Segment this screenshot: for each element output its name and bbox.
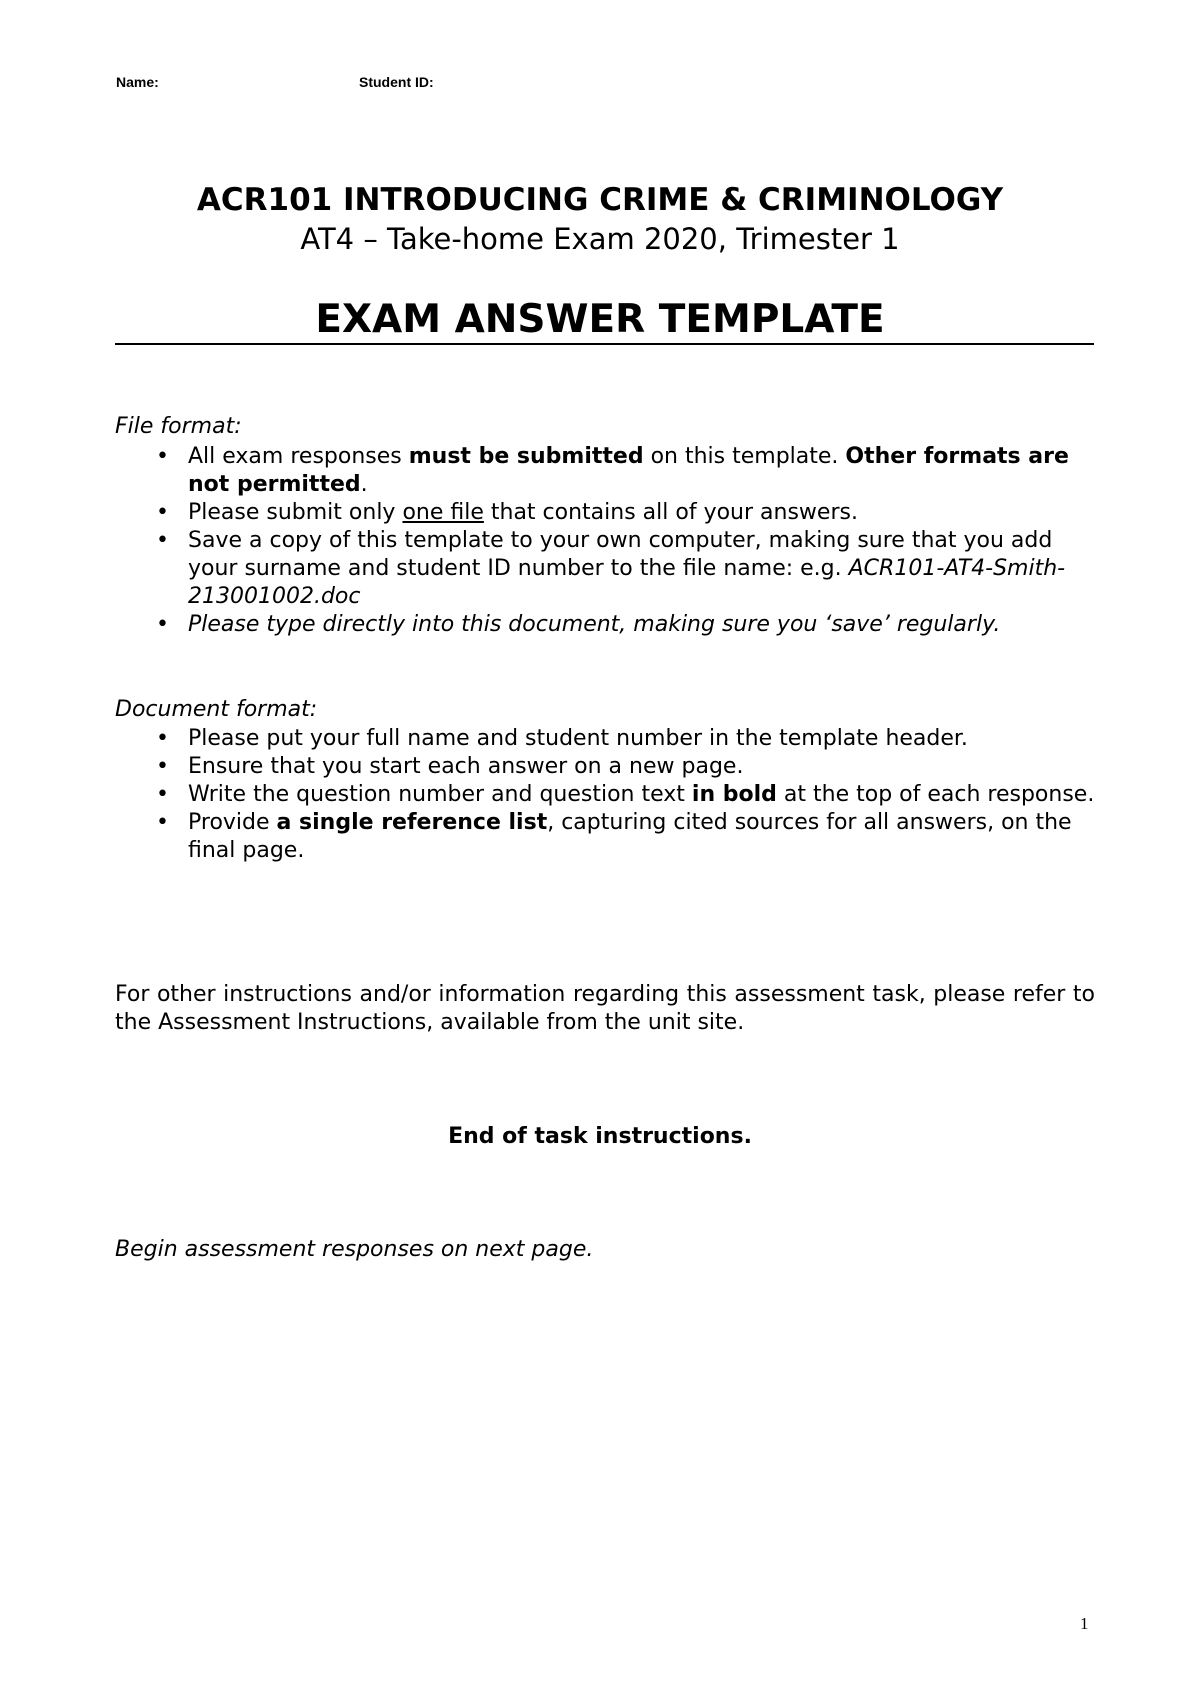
list-item: • Please put your full name and student number in the template header. bbox=[115, 725, 1095, 753]
exam-subtitle: AT4 – Take-home Exam 2020, Trimester 1 bbox=[300, 222, 900, 256]
title-divider bbox=[115, 343, 1094, 345]
other-instructions-paragraph: For other instructions and/or information regarding this assessment task, please refer to the Assessment Instructions, available from the unit site. bbox=[115, 982, 1095, 1035]
file-format-list bbox=[115, 443, 1095, 639]
end-of-instructions: End of task instructions. bbox=[448, 1124, 752, 1149]
page-number: 1 bbox=[1080, 1614, 1089, 1633]
file-format-label: File format: bbox=[115, 414, 242, 439]
list-item: • Ensure that you start each answer on a new page. bbox=[115, 753, 1095, 781]
list-item: • Please submit only one file that contains all of your answers. bbox=[115, 499, 1095, 527]
course-title: ACR101 INTRODUCING CRIME & CRIMINOLOGY bbox=[196, 182, 1004, 218]
document-format-label: Document format: bbox=[115, 697, 318, 722]
list-item: • Write the question number and question text in bold at the top of each response. bbox=[115, 781, 1095, 809]
name-label: Name: bbox=[116, 74, 159, 90]
list-item: • All exam responses must be submitted on this template. Other formats are not permitted. bbox=[115, 443, 1095, 499]
list-item: • Please type directly into this document, making sure you ‘save’ regularly. bbox=[115, 611, 1095, 639]
student-id-label: Student ID: bbox=[359, 74, 434, 90]
begin-responses-note: Begin assessment responses on next page. bbox=[115, 1237, 594, 1262]
document-format-list bbox=[115, 725, 1095, 865]
document-title: EXAM ANSWER TEMPLATE bbox=[315, 297, 885, 342]
list-item: • Provide a single reference list, capturing cited sources for all answers, on the final page. bbox=[115, 809, 1095, 865]
list-item: • Save a copy of this template to your own computer, making sure that you add your surname and student ID number to the file name: e.g. ACR101-AT4-Smith-213001002.doc bbox=[115, 527, 1095, 611]
